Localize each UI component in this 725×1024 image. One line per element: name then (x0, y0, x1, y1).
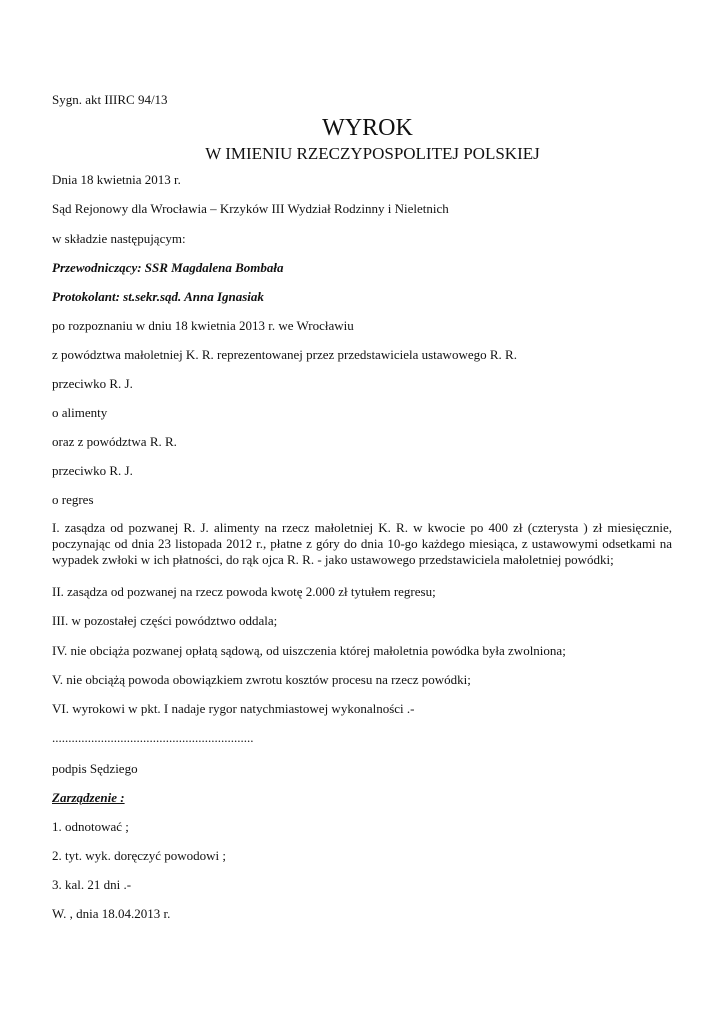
order-item-3: 3. kal. 21 dni .- (52, 877, 132, 892)
order-item-2: 2. tyt. wyk. doręczyć powodowi ; (52, 848, 227, 863)
signature-label: podpis Sędziego (52, 761, 138, 776)
order-heading: Zarządzenie : (52, 790, 125, 805)
court-clerk: Protokolant: st.sekr.sąd. Anna Ignasiak (52, 289, 264, 304)
signature-line: .............................................................. (52, 730, 254, 745)
ruling-point-2: II. zasądza od pozwanej na rzecz powoda kwotę 2.000 zł tytułem regresu; (52, 584, 436, 599)
ruling-point-1: I. zasądza od pozwanej R. J. alimenty na rzecz małoletniej K. R. w kwocie po 400 zł (czterysta ) zł miesięcznie, poczynając od dnia 23 listopada 2012 r., płatne z góry do dnia 10-go każdego miesiąca, z ustawowymi odsetkami na wypadek zwłoki w ich płatności, do rąk ojca R. R. - jako ustawowego przedstawiciela małoletniej powódki; (52, 520, 672, 567)
judgment-date: Dnia 18 kwietnia 2013 r. (52, 172, 181, 187)
judgment-title: WYROK (322, 115, 413, 141)
ruling-point-6: VI. wyrokowi w pkt. I nadaje rygor natychmiastowej wykonalności .- (52, 701, 415, 716)
claim-1: z powództwa małoletniej K. R. reprezentowanej przez przedstawiciela ustawowego R. R. (52, 347, 517, 362)
defendant-2: przeciwko R. J. (52, 463, 133, 478)
order-item-1: 1. odnotować ; (52, 819, 129, 834)
subject-2: o regres (52, 492, 94, 507)
defendant-1: przeciwko R. J. (52, 376, 133, 391)
court-name: Sąd Rejonowy dla Wrocławia – Krzyków III Wydział Rodzinny i Nieletnich (52, 201, 449, 216)
judgment-subtitle: W IMIENIU RZECZYPOSPOLITEJ POLSKIEJ (205, 144, 540, 163)
claim-2: oraz z powództwa R. R. (52, 434, 177, 449)
composition-intro: w składzie następującym: (52, 231, 186, 246)
case-signature: Sygn. akt IIIRC 94/13 (52, 92, 168, 107)
hearing-info: po rozpoznaniu w dniu 18 kwietnia 2013 r. we Wrocławiu (52, 318, 354, 333)
place-and-date: W. , dnia 18.04.2013 r. (52, 906, 171, 921)
ruling-point-5: V. nie obciążą powoda obowiązkiem zwrotu kosztów procesu na rzecz powódki; (52, 672, 471, 687)
subject-1: o alimenty (52, 405, 108, 420)
ruling-point-4: IV. nie obciąża pozwanej opłatą sądową, od uiszczenia której małoletnia powódka była zwolniona; (52, 643, 566, 658)
presiding-judge: Przewodniczący: SSR Magdalena Bombała (52, 260, 284, 275)
ruling-point-3: III. w pozostałej części powództwo oddala; (52, 613, 278, 628)
